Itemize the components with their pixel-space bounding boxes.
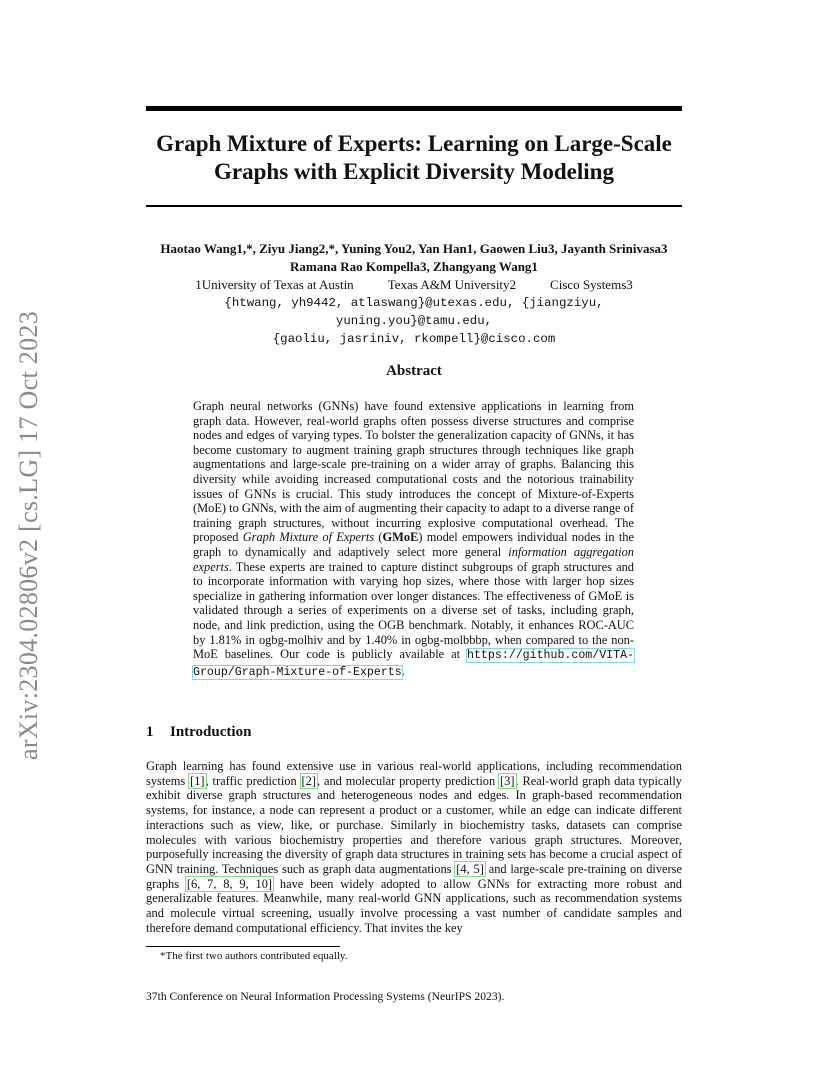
abstract-heading: Abstract <box>386 363 442 379</box>
emails-1: {htwang, yh9442, atlaswang}@utexas.edu, {jiangziyu, yuning.you}@tamu.edu, <box>224 296 604 328</box>
author-block <box>146 240 682 348</box>
footnote: *The first two authors contributed equally. <box>160 950 348 962</box>
paper-title: Graph Mixture of Experts: Learning on Large-Scale Graphs with Explicit Diversity Modeling <box>156 131 672 184</box>
intro-text: have been widely adopted to allow GNNs for extracting more robust and generalizable features. Meanwhile, many real-world GNN applications, such as recommendation systems and molecule virtual screening, usually involve processing a vast number of candidate samples and therefore demand computational efficiency. That invites the key <box>146 876 682 935</box>
intro-text: , and molecular property prediction <box>316 773 500 788</box>
abstract-italic: information aggregation experts <box>193 544 634 574</box>
gmoe-acronym: GMoE <box>382 530 419 545</box>
intro-text: and large-scale pre-training on diverse graphs <box>146 861 683 891</box>
arxiv-stamp: arXiv:2304.02806v2 [cs.LG] 17 Oct 2023 <box>14 311 43 760</box>
intro-text: Graph learning has found extensive use in various real-world applications, including recommendation systems <box>146 759 682 788</box>
citation-link[interactable]: [6, 7, 8, 9, 10] <box>186 876 273 891</box>
affiliation-ut: 1University of Texas at Austin <box>195 277 354 292</box>
author-list-2: Ramana Rao Kompella3, Zhangyang Wang1 <box>290 259 538 274</box>
citation-link[interactable]: [4, 5] <box>456 861 484 876</box>
section-heading <box>146 724 251 741</box>
abstract-text-1: Graph neural networks (GNNs) have found extensive applications in learning from graph data. However, real-world graphs often possess diverse structures and comprise nodes and edges of varying types. To bolster the generalization capacity of GNNs, it has become customary to augment training graph structures through techniques like graph augmentations and large-scale pre-training on a wider array of graphs. Balancing this diversity while avoiding increased computational costs and the notorious trainability issues of GNNs is crucial. This study introduces the concept of Mixture-of-Experts (MoE) to GNNs, with the aim of augmenting their capacity to adapt to a diverse range of training graph structures, without incurring explosive computational overhead. The proposed <box>193 399 634 545</box>
abstract-text-3: . These experts are trained to capture distinct subgroups of graph structures and to incorporate information with varying hop sizes, where those with larger hop sizes specialize in gathering information over longer distances. The effectiveness of GMoE is validated through a series of experiments on a diverse set of tasks, including graph, node, and link prediction, using the OGB benchmark. Notably, it enhances ROC-AUC by 1.81% in ogbg-molhiv and by 1.40% in ogbg-molbbbp, when compared to the non-MoE baselines. Our code is publicly available at <box>193 559 634 662</box>
intro-paragraph <box>146 759 682 935</box>
intro-text: . Real-world graph data typically exhibit diverse graph structures and heterogeneous nodes and edges. In graph-based recommendation systems, for instance, a node can represent a product or a customer, while an edge can indicate different interactions such as view, like, or purchase. Similarly in biochemistry tasks, datasets can comprise molecules with various biochemistry properties and therefore various graph structures. Moreover, purposefully increasing the diversity of graph data structures in training sets has become a crucial aspect of GNN training. Techniques such as graph data augmentations <box>146 773 682 876</box>
intro-text: , traffic prediction <box>205 773 301 788</box>
abstract-body: Graph neural networks (GNNs) have found extensive applications in learning from graph data. However, real-world graphs often possess diverse structures and comprise nodes and edges of varying types. To bolster the generalization capacity of GNNs, it has become customary to augment training graph structures through techniques like graph augmentations and large-scale pre-training on a wider array of graphs. Balancing this diversity while avoiding increased computational costs and the notorious trainability issues of GNNs is crucial. This study introduces the concept of Mixture-of-Experts (MoE) to GNNs, with the aim of augmenting their capacity to adapt to a diverse range of training graph structures, without incurring explosive computational overhead. The proposed Graph Mixture of Experts (GMoE) model empowers individual nodes in the graph to dynamically and adaptively select more general information aggregation experts. These experts are trained to capture distinct subgroups of graph structures and to incorporate information with varying hop sizes, where those with larger hop sizes specialize in gathering information over longer distances. The effectiveness of GMoE is validated through a series of experiments on a diverse set of tasks, including graph, node, and link prediction, using the OGB benchmark. Notably, it enhances ROC-AUC by 1.81% in ogbg-molhiv and by 1.40% in ogbg-molbbbp, when compared to the non-MoE baselines. Our code is publicly available at https://github.com/VITA-Group/Graph-Mixture-of-Experts. <box>193 399 634 679</box>
title-top-rule <box>146 106 682 111</box>
emails-2: {gaoliu, jasriniv, rkompell}@cisco.com <box>272 332 556 346</box>
conference-note: 37th Conference on Neural Information Processing Systems (NeurIPS 2023). <box>146 990 505 1003</box>
gmoe-name: Graph Mixture of Experts <box>242 530 375 545</box>
section-title: Introduction <box>170 724 252 740</box>
footnote-rule <box>146 946 340 947</box>
citation-link[interactable]: [3] <box>500 773 515 788</box>
affiliation-tamu: Texas A&M University2 <box>387 277 517 292</box>
title-bottom-rule <box>146 205 682 207</box>
section-number: 1 <box>146 724 154 740</box>
author-list-1: Haotao Wang1,*, Ziyu Jiang2,*, Yuning You2, Yan Han1, Gaowen Liu3, Jayanth Srinivasa3 <box>160 241 668 256</box>
affiliations <box>146 276 682 294</box>
citation-link[interactable]: [2] <box>301 773 316 788</box>
abstract-text-2: model empowers individual nodes in the graph to dynamically and adaptively select more general <box>193 530 634 559</box>
code-link[interactable]: https://github.com/VITA-Group/Graph-Mixture-of-Experts <box>193 649 634 679</box>
citation-link[interactable]: [1] <box>190 773 205 788</box>
abstract-end: . <box>401 663 405 678</box>
affiliation-cisco: Cisco Systems3 <box>550 277 633 292</box>
